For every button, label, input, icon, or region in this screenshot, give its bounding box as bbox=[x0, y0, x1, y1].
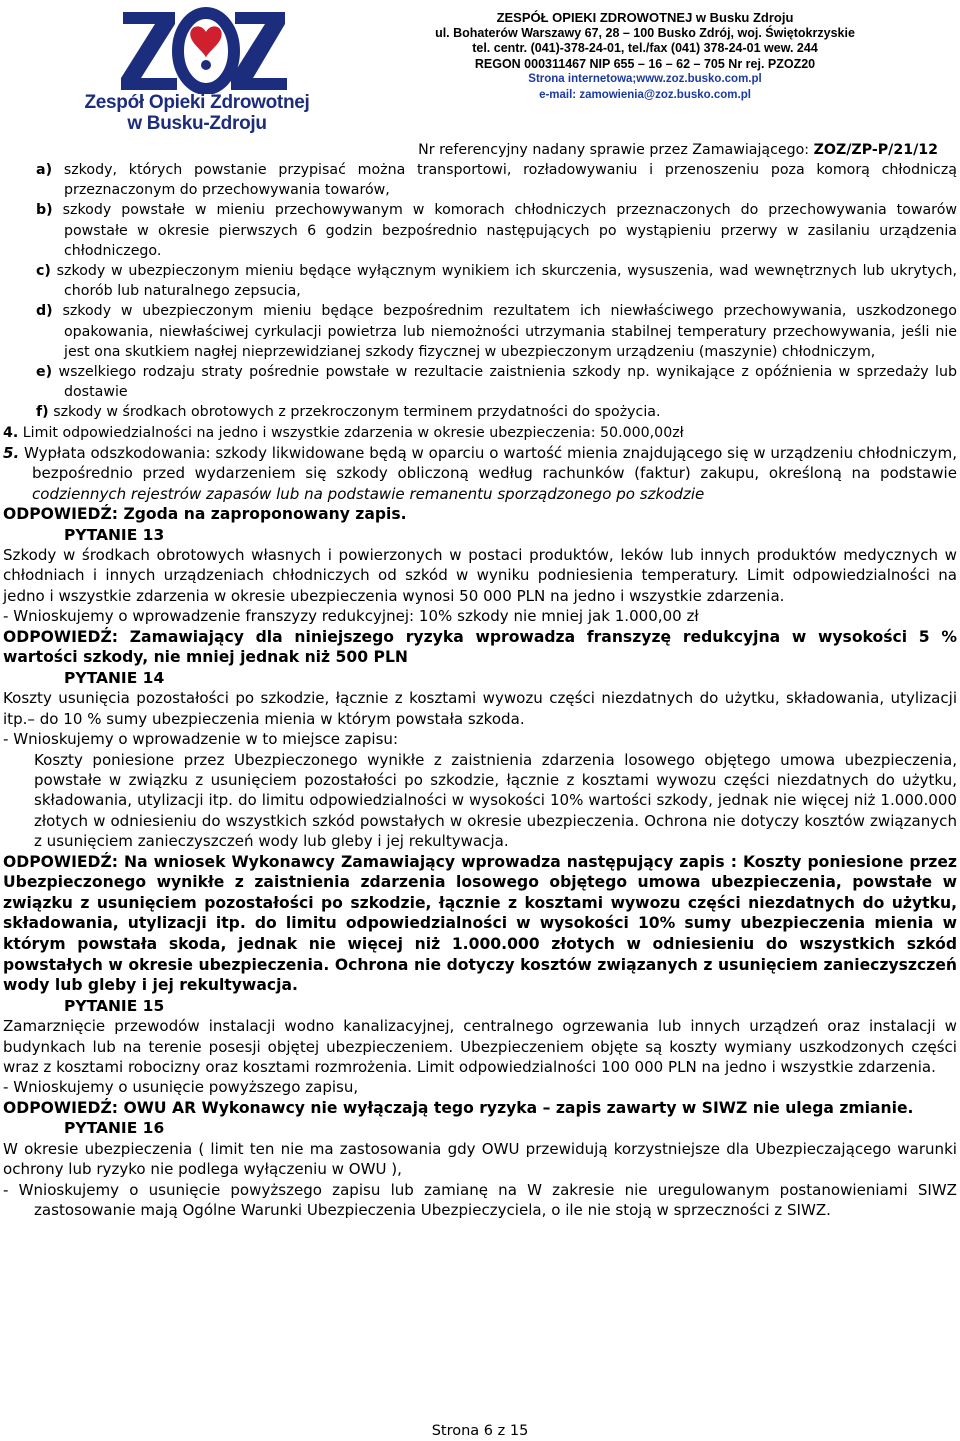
item-text: szkody w środkach obrotowych z przekroczonym terminem przydatności do spożycia. bbox=[53, 404, 661, 421]
question-14-answer: ODPOWIEDŹ: Na wniosek Wykonawcy Zamawiający wprowadza następujący zapis : Koszty poniesione przez Ubezpieczonego wynikłe z zaistnienia zdarzenia losowego objętego umowa ubezpieczenia, powstałe w związku z usunięciem pozostałości po szkodzie, łącznie z kosztami wywozu części niezdatnych do użytku, składowania, utylizacji itp. do limitu odpowiedzialności w wysokości 10% sumy ubezpieczenia mienia w którym powstała skoda, jednak nie więcej niż 1.000.000 złotych w odniesieniu do wszystkich szkód powstałych w okresie ubezpieczenia. Ochrona nie dotyczy kosztów związanych z usunięciem zanieczyszczeń wody lub gleby i jej rekultywacja. bbox=[3, 852, 957, 995]
point-italic-text: codziennych rejestrów zapasów lub na podstawie remanentu sporządzonego po szkodzie bbox=[32, 484, 705, 503]
item-text: wszelkiego rodzaju straty pośrednie powstałe w rezultacie zaistnienia szkody np. wynikające z opóźnienia w sprzedaży lub dostawie bbox=[58, 364, 957, 401]
point-4 bbox=[3, 423, 957, 443]
logo-name-line1: Zespół Opieki Zdrowotnej bbox=[84, 92, 310, 113]
item-label: d) bbox=[36, 303, 53, 320]
point-5 bbox=[3, 443, 957, 504]
org-email[interactable]: e-mail: zamowienia@zoz.busko.com.pl bbox=[539, 88, 751, 101]
question-14-request: - Wnioskujemy o wprowadzenie w to miejsce zapisu: bbox=[3, 730, 399, 749]
organization-info bbox=[380, 10, 910, 103]
item-text: szkody w ubezpieczonym mieniu będące bezpośrednim rezultatem ich niewłaściwego przechowywania, uszkodzonego opakowania, niewłaściwej cyrkulacji powietrza lub niemożności utrzymania stabilnej temperatury przechowywania, jeśli nie jest ona skutkiem nagłej nieprzewidzianej szkody fizycznej w ubezpieczonym urządzeniu (maszynie) chłodniczym, bbox=[62, 303, 957, 360]
org-address: ul. Bohaterów Warszawy 67, 28 – 100 Busko Zdrój, woj. Świętokrzyskie bbox=[435, 25, 855, 40]
exclusion-item-e bbox=[3, 362, 957, 402]
item-label: e) bbox=[36, 364, 53, 381]
zoz-logo-graphic bbox=[117, 2, 287, 94]
org-regon: REGON 000311467 NIP 655 – 16 – 62 – 705 Nr rej. PZOZ20 bbox=[474, 56, 816, 71]
question-15-request: - Wnioskujemy o usunięcie powyższego zapisu, bbox=[3, 1078, 359, 1097]
logo-name bbox=[77, 92, 317, 134]
page-number: Strona 6 z 15 bbox=[431, 1423, 529, 1439]
question-16-request: - Wnioskujemy o usunięcie powyższego zapisu lub zamianę na W zakresie nie uregulowanym postanowieniami SIWZ zastosowanie mają Ogólne Warunki Ubezpieczenia Ubezpieczyciela, o ile nie stoją w sprzeczności z SIWZ. bbox=[3, 1180, 957, 1219]
reference-value: ZOZ/ZP-P/21/12 bbox=[813, 142, 938, 158]
organization-logo bbox=[55, 2, 315, 138]
question-13-answer: ODPOWIEDŹ: Zamawiający dla niniejszego ryzyka wprowadza franszyzę redukcyjna w wysokości 5 % wartości szkody, nie mniej jednak niż 500 PLN bbox=[3, 627, 957, 667]
answer-12: ODPOWIEDŹ: Zgoda na zaproponowany zapis. bbox=[3, 505, 407, 524]
reference-number-line bbox=[418, 142, 938, 158]
exclusion-item-c bbox=[3, 261, 957, 301]
document-body bbox=[3, 160, 957, 1220]
point-text: Limit odpowiedzialności na jedno i wszystkie zdarzenia w okresie ubezpieczenia: 50.000,00zł bbox=[22, 424, 684, 441]
question-13-text: Szkody w środkach obrotowych własnych i powierzonych w postaci produktów, leków lub innych produktów medycznych w chłodniach i innych urządzeniach chłodniczych od szkód w wyniku podniesienia temperatury. Limit odpowiedzialności na jedno i wszystkie zdarzenia w okresie ubezpieczenia wynosi 50 000 PLN na jedno i wszystkie zdarzenia. bbox=[3, 546, 957, 605]
logo-name-line2: w Busku-Zdroju bbox=[127, 113, 267, 134]
point-number: 5. bbox=[3, 443, 20, 462]
point-text: Wypłata odszkodowania: szkody likwidowane będą w oparciu o wartość mienia znajdującego się w urządzeniu chłodniczym, bezpośrednio przed wydarzeniem się szkody obliczoną według rachunków (faktur) zakupu, określoną na podstawie bbox=[23, 443, 957, 483]
item-label: c) bbox=[36, 263, 51, 280]
question-14-title: PYTANIE 14 bbox=[64, 668, 165, 687]
question-15-text: Zamarznięcie przewodów instalacji wodno kanalizacyjnej, centralnego ogrzewania lub innych urządzeń oraz instalacji w budynkach lub na terenie posesji objętej ubezpieczeniem. Ubezpieczeniem objęte są koszty wymiany uszkodzonych części wraz z kosztami robocizny oraz kosztami rozmrożenia. Limit odpowiedzialności 100 000 PLN na jedno i wszystkie zdarzenia. bbox=[3, 1017, 957, 1076]
point-number: 4. bbox=[3, 424, 19, 441]
question-16-title: PYTANIE 16 bbox=[64, 1119, 165, 1138]
org-website[interactable]: Strona internetowa;www.zoz.busko.com.pl bbox=[528, 73, 762, 85]
item-text: szkody powstałe w mieniu przechowywanym w komorach chłodniczych przeznaczonych do przechowywania towarów powstałe w okresie pierwszych 6 godzin bezpośrednio następujących po wystąpieniu przerwy w zasilaniu urządzenia chłodniczego. bbox=[62, 202, 957, 259]
org-phone: tel. centr. (041)-378-24-01, tel./fax (041) 378-24-01 wew. 244 bbox=[472, 41, 818, 55]
question-14-proposal: Koszty poniesione przez Ubezpieczonego wynikłe z zaistnienia zdarzenia losowego objętego umowa ubezpieczenia, powstałe w związku z usunięciem pozostałości po szkodzie, łącznie z kosztami wywozu części niezdatnych do użytku, składowania, utylizacji itp. do limitu odpowiedzialności w wysokości 10% wartości szkody, jednak nie więcej niż 1.000.000 złotych w odniesieniu do wszystkich szkód powstałych w okresie ubezpieczenia. Ochrona nie dotyczy kosztów związanych z usunięciem zanieczyszczeń wody lub gleby i jej rekultywacja. bbox=[34, 750, 957, 851]
item-text: szkody w ubezpieczonym mieniu będące wyłącznym wynikiem ich skurczenia, wysuszenia, wad wewnętrznych lub ukrytych, chorób lub naturalnego zepsucia, bbox=[56, 263, 957, 300]
item-text: szkody, których powstanie przypisać można transportowi, rozładowywaniu i przenoszeniu poza komorą chłodniczą przeznaczonym do przechowywania towarów, bbox=[63, 162, 957, 199]
item-label: f) bbox=[36, 404, 49, 421]
question-16-text: W okresie ubezpieczenia ( limit ten nie ma zastosowania gdy OWU przewidują korzystniejsze dla Ubezpieczającego warunki ochrony lub ryzyko nie podlega wyłączeniu w OWU ), bbox=[3, 1139, 957, 1179]
item-label: a) bbox=[36, 162, 53, 178]
question-14-text: Koszty usunięcia pozostałości po szkodzie, łącznie z kosztami wywozu części niezdatnych do użytku, składowania, utylizacji itp.– do 10 % sumy ubezpieczenia mienia w którym powstała szkoda. bbox=[3, 689, 957, 728]
org-name: ZESPÓŁ OPIEKI ZDROWOTNEJ w Busku Zdroju bbox=[496, 10, 794, 25]
question-13-title: PYTANIE 13 bbox=[64, 525, 165, 544]
exclusion-item-d bbox=[3, 301, 957, 362]
exclusion-item-a bbox=[3, 160, 957, 200]
item-label: b) bbox=[36, 202, 53, 219]
question-13-request: - Wnioskujemy o wprowadzenie franszyzy redukcyjnej: 10% szkody nie mniej jak 1.000,00 zł bbox=[3, 607, 699, 626]
exclusion-item-f bbox=[3, 402, 957, 422]
exclusion-item-b bbox=[3, 200, 957, 261]
question-15-title: PYTANIE 15 bbox=[64, 996, 165, 1015]
reference-label: Nr referencyjny nadany sprawie przez Zamawiającego: bbox=[418, 142, 810, 158]
question-15-answer: ODPOWIEDŹ: OWU AR Wykonawcy nie wyłączają tego ryzyka – zapis zawarty w SIWZ nie ulega zmianie. bbox=[3, 1098, 914, 1117]
